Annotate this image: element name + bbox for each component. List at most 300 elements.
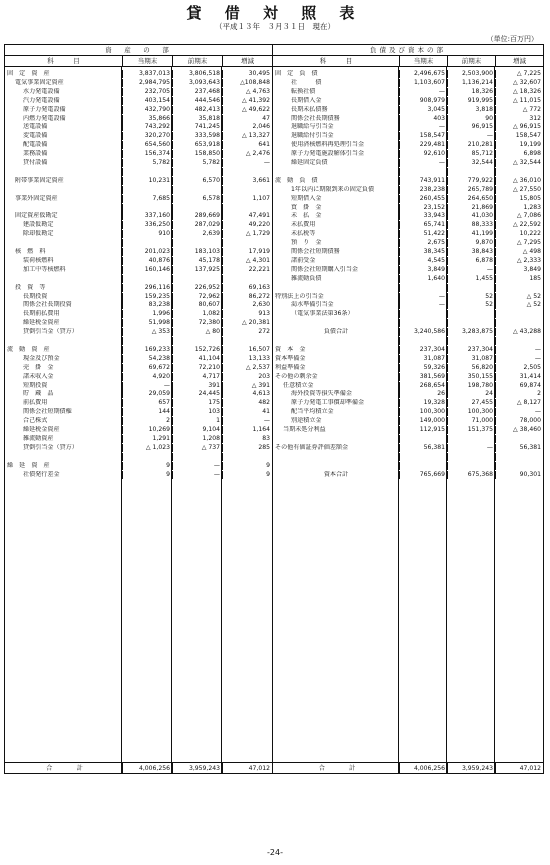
value-change: 2,046 — [222, 123, 272, 131]
value-previous: 31,087 — [447, 355, 495, 363]
row-label — [5, 337, 122, 345]
table-row — [273, 417, 543, 425]
value-change: △ 38,460 — [495, 426, 543, 434]
value-current: 7,685 — [122, 195, 172, 203]
value-change: 203 — [222, 373, 272, 381]
value-previous: 1,208 — [172, 435, 222, 443]
value-change: 83 — [222, 435, 272, 443]
value-change — [495, 435, 543, 443]
column-divider — [494, 67, 495, 774]
total-change: 47,012 — [222, 763, 272, 774]
value-current: 910 — [122, 230, 172, 238]
table-row — [5, 150, 272, 158]
table-row — [273, 301, 543, 309]
value-current: 3,045 — [399, 106, 447, 114]
table-row — [5, 88, 272, 96]
value-current: 229,481 — [399, 141, 447, 149]
value-change: — — [495, 346, 543, 354]
table-row — [273, 382, 543, 390]
value-change: 10,222 — [495, 230, 543, 238]
row-label — [5, 453, 122, 461]
value-previous: △ 80 — [172, 328, 222, 336]
value-current: 232,705 — [122, 88, 172, 96]
value-current: 237,304 — [399, 346, 447, 354]
value-change: △ 11,015 — [495, 97, 543, 105]
table-row — [273, 239, 543, 247]
value-previous: 24,445 — [172, 390, 222, 398]
value-previous: 6,878 — [447, 257, 495, 265]
table-row — [273, 115, 543, 123]
value-previous: 1,136,214 — [447, 79, 495, 87]
table-row — [5, 328, 272, 336]
value-change: 47,491 — [222, 212, 272, 220]
value-current: 3,849 — [399, 266, 447, 274]
value-previous: △ 737 — [172, 444, 222, 452]
total-current: 4,006,256 — [399, 763, 447, 774]
row-label: 事業外固定資産 — [15, 194, 58, 202]
table-row — [273, 257, 543, 265]
value-previous: 100,300 — [447, 408, 495, 416]
value-current: 38,345 — [399, 248, 447, 256]
value-current: 268,654 — [399, 382, 447, 390]
row-label: 未払費用 — [291, 221, 316, 229]
value-change: 47 — [222, 115, 272, 123]
value-current: 149,000 — [399, 417, 447, 425]
row-label: 諸未収入金 — [23, 372, 54, 380]
table-row — [5, 453, 272, 461]
value-change: 17,919 — [222, 248, 272, 256]
table-row — [5, 79, 272, 87]
row-label: 電気事業固定資産 — [15, 78, 64, 86]
table-row — [5, 444, 272, 452]
value-previous — [172, 337, 222, 345]
value-current: 159,235 — [122, 293, 172, 301]
row-label: 資 本 金 — [275, 345, 306, 353]
value-previous: 653,918 — [172, 141, 222, 149]
row-label: （電気事業法第36条） — [291, 310, 354, 318]
value-change: △ 27,550 — [495, 186, 543, 194]
value-current — [122, 453, 172, 461]
table-row — [273, 355, 543, 363]
value-change: 6,898 — [495, 150, 543, 158]
row-label: 附帯事業固定資産 — [15, 176, 64, 184]
value-change — [495, 453, 543, 461]
value-change: △ 1,729 — [222, 230, 272, 238]
value-change — [222, 239, 272, 247]
table-row — [273, 373, 543, 381]
row-label: 諸前受金 — [291, 256, 316, 264]
value-change: 78,000 — [495, 417, 543, 425]
value-change: — — [222, 159, 272, 167]
table-row — [273, 177, 543, 185]
value-current: 3,837,013 — [122, 70, 172, 78]
table-row — [5, 337, 272, 345]
value-change: 30,495 — [222, 70, 272, 78]
table-row — [5, 168, 272, 176]
value-previous: 741,245 — [172, 123, 222, 131]
value-change — [495, 310, 543, 318]
value-previous: 265,789 — [447, 186, 495, 194]
value-previous — [447, 435, 495, 443]
value-previous: 41,199 — [447, 230, 495, 238]
value-change: △ 32,607 — [495, 79, 543, 87]
value-change — [495, 168, 543, 176]
row-label: その他の剰余金 — [275, 372, 318, 380]
value-previous: 72,210 — [172, 364, 222, 372]
value-previous: 158,850 — [172, 150, 222, 158]
row-label: 使用済核燃料再処理引当金 — [291, 141, 365, 149]
value-current: 100,300 — [399, 408, 447, 416]
row-label: 貸付設備 — [23, 159, 48, 166]
value-change: 2,505 — [495, 364, 543, 372]
row-label: 資本準備金 — [275, 354, 306, 362]
value-previous: 919,995 — [447, 97, 495, 105]
value-current: 156,374 — [122, 150, 172, 158]
row-label: 除却仮勘定 — [23, 230, 54, 238]
value-previous: 287,029 — [172, 221, 222, 229]
value-previous — [172, 239, 222, 247]
value-change — [222, 168, 272, 176]
value-current: 65,741 — [399, 221, 447, 229]
value-current: 56,381 — [399, 444, 447, 452]
table-row — [273, 159, 543, 167]
value-change: △ 20,381 — [222, 319, 272, 327]
table-row — [273, 221, 543, 229]
value-change: 4,613 — [222, 390, 272, 398]
table-row — [273, 310, 543, 318]
row-label — [273, 435, 399, 443]
value-change: △ 41,392 — [222, 97, 272, 105]
value-previous: 24 — [447, 390, 495, 398]
value-current: 35,866 — [122, 115, 172, 123]
row-label: 雑流動負債 — [291, 274, 322, 282]
value-change: △ 49,622 — [222, 106, 272, 114]
row-label — [5, 168, 122, 176]
row-label — [273, 462, 399, 470]
value-current: 158,547 — [399, 132, 447, 140]
value-previous: 72,962 — [172, 293, 222, 301]
column-divider — [121, 67, 122, 774]
row-label: 流 動 負 債 — [275, 176, 318, 184]
row-label: 装荷核燃料 — [23, 256, 54, 264]
value-previous — [447, 284, 495, 292]
value-current: 260,455 — [399, 195, 447, 203]
value-change: △ 52 — [495, 301, 543, 309]
value-previous: 5,782 — [172, 159, 222, 167]
value-previous: 152,726 — [172, 346, 222, 354]
value-previous: 2,503,900 — [447, 70, 495, 78]
value-previous: 52 — [447, 293, 495, 301]
date-subtitle: （平成１３年 ３月３１日 現在） — [215, 22, 335, 31]
value-previous: 175 — [172, 399, 222, 407]
value-change: 69,874 — [495, 382, 543, 390]
value-current: 743,292 — [122, 123, 172, 131]
row-label: 長期投資 — [23, 292, 48, 300]
table-row — [5, 97, 272, 105]
value-previous: 41,104 — [172, 355, 222, 363]
row-label — [5, 239, 122, 247]
value-current: 29,059 — [122, 390, 172, 398]
row-label: 退職給付引当金 — [291, 132, 334, 140]
table-row — [273, 319, 543, 327]
table-row — [5, 408, 272, 416]
row-label — [273, 168, 399, 176]
row-label: 利益準備金 — [275, 363, 306, 371]
value-current: 23,152 — [399, 204, 447, 212]
value-change: 15,805 — [495, 195, 543, 203]
value-current: 4,545 — [399, 257, 447, 265]
table-row — [5, 319, 272, 327]
table-row — [273, 337, 543, 345]
table-row — [273, 346, 543, 354]
value-change: △ 4,301 — [222, 257, 272, 265]
column-header-current: 当期末 — [122, 56, 172, 66]
row-label: 繰 延 資 産 — [7, 461, 50, 469]
value-change: 86,272 — [222, 293, 272, 301]
value-current: 381,569 — [399, 373, 447, 381]
row-label: 固 定 資 産 — [7, 70, 50, 77]
table-row — [5, 257, 272, 265]
value-change: 41 — [222, 408, 272, 416]
liabilities-section — [273, 45, 543, 773]
value-current: 9 — [122, 471, 172, 479]
value-previous: 90 — [447, 115, 495, 123]
table-row — [5, 212, 272, 220]
row-label: 関係会社短期債務 — [291, 248, 340, 255]
value-change — [495, 337, 543, 345]
value-current — [399, 284, 447, 292]
value-change: △ 8,127 — [495, 399, 543, 407]
row-label: 繰延税金資産 — [23, 426, 60, 433]
value-previous: 237,468 — [172, 88, 222, 96]
value-current: 765,669 — [399, 471, 447, 479]
row-label: 雑流動資産 — [23, 434, 54, 442]
value-current: — — [399, 301, 447, 309]
table-row — [273, 471, 543, 479]
value-previous: 237,304 — [447, 346, 495, 354]
column-divider — [171, 67, 172, 774]
value-previous: 3,806,518 — [172, 70, 222, 78]
value-change: △ 4,763 — [222, 88, 272, 96]
value-previous: 6,570 — [172, 177, 222, 185]
table-row — [5, 132, 272, 140]
value-current: 403,154 — [122, 97, 172, 105]
value-change: 2 — [495, 390, 543, 398]
row-label: 業務設備 — [23, 150, 48, 158]
value-change: △ 772 — [495, 106, 543, 114]
value-previous: 1 — [172, 417, 222, 425]
value-current: 51,998 — [122, 319, 172, 327]
row-label: 流 動 資 産 — [7, 345, 50, 353]
table-row — [273, 70, 543, 78]
liabilities-rows — [273, 67, 543, 774]
total-label: 合 計 — [46, 765, 83, 772]
value-current — [122, 337, 172, 345]
table-row — [5, 177, 272, 185]
value-change: 3,849 — [495, 266, 543, 274]
value-current: 10,269 — [122, 426, 172, 434]
value-previous: 88,333 — [447, 221, 495, 229]
row-label — [273, 319, 399, 327]
value-change: — — [495, 408, 543, 416]
value-previous: 85,712 — [447, 150, 495, 158]
table-row — [5, 382, 272, 390]
value-change: 56,381 — [495, 444, 543, 452]
row-label: 特別法上の引当金 — [275, 292, 324, 300]
row-label: 繰延固定負債 — [291, 159, 328, 166]
value-current: 40,876 — [122, 257, 172, 265]
value-previous: 96,915 — [447, 123, 495, 131]
table-row — [273, 266, 543, 274]
value-previous — [447, 462, 495, 470]
value-current — [399, 337, 447, 345]
row-label: 短期借入金 — [291, 194, 322, 202]
row-label: 水力発電設備 — [23, 87, 60, 95]
value-current: 1,640 — [399, 275, 447, 283]
row-label: 短期投資 — [23, 381, 48, 389]
value-change: 13,133 — [222, 355, 272, 363]
table-row — [273, 444, 543, 452]
value-change: 312 — [495, 115, 543, 123]
value-previous: 27,455 — [447, 399, 495, 407]
assets-header: 資 産 の 部 — [5, 45, 272, 56]
value-previous — [447, 337, 495, 345]
row-label: 預 り 金 — [291, 239, 322, 247]
value-current: 19,328 — [399, 399, 447, 407]
value-current — [399, 453, 447, 461]
table-row — [5, 310, 272, 318]
value-current: — — [399, 123, 447, 131]
page-number: -24- — [267, 848, 283, 857]
row-label: 繰延税金資産 — [23, 319, 60, 327]
table-row — [273, 97, 543, 105]
value-change: — — [495, 355, 543, 363]
row-label: 配電設備 — [23, 141, 48, 149]
value-previous: 3,283,875 — [447, 328, 495, 336]
value-change: 16,507 — [222, 346, 272, 354]
value-current: 908,979 — [399, 97, 447, 105]
table-row — [5, 426, 272, 434]
value-current — [122, 239, 172, 247]
value-previous — [447, 168, 495, 176]
row-label: 関係会社短期購入引当金 — [291, 265, 359, 273]
table-row — [5, 221, 272, 229]
row-label: 核 燃 料 — [15, 248, 46, 255]
value-previous: 6,578 — [172, 195, 222, 203]
row-label: 長期借入金 — [291, 96, 322, 104]
value-current: 336,250 — [122, 221, 172, 229]
value-previous: 482,413 — [172, 106, 222, 114]
row-label: 長期前払費用 — [23, 310, 60, 318]
value-previous: 675,368 — [447, 471, 495, 479]
table-row — [5, 204, 272, 212]
column-divider — [446, 67, 447, 774]
value-previous: 391 — [172, 382, 222, 390]
column-header-previous: 前期末 — [447, 56, 495, 66]
value-previous: 35,818 — [172, 115, 222, 123]
value-previous: 9,870 — [447, 239, 495, 247]
value-current: 54,238 — [122, 355, 172, 363]
row-label: 変電設備 — [23, 132, 48, 140]
value-change: 1,283 — [495, 204, 543, 212]
table-row — [273, 141, 543, 149]
column-header-previous: 前期末 — [172, 56, 222, 66]
value-change: 3,661 — [222, 177, 272, 185]
value-current: 92,610 — [399, 150, 447, 158]
row-label: 未払税等 — [291, 230, 316, 238]
value-current: 51,422 — [399, 230, 447, 238]
table-row — [273, 453, 543, 461]
value-previous: 18,326 — [447, 88, 495, 96]
row-label: 当期未処分利益 — [283, 426, 326, 433]
value-current: 4,920 — [122, 373, 172, 381]
row-label: 合己株式 — [23, 417, 48, 425]
value-change: △ 7,225 — [495, 70, 543, 78]
table-row — [5, 417, 272, 425]
row-label: 長期未払債務 — [291, 105, 328, 113]
total-previous: 3,959,243 — [447, 763, 495, 774]
row-label — [273, 337, 399, 345]
value-change — [222, 453, 272, 461]
value-change — [495, 319, 543, 327]
value-previous — [172, 168, 222, 176]
row-label — [273, 453, 399, 461]
row-label: 社債発行差金 — [23, 470, 60, 478]
value-previous: 3,818 — [447, 106, 495, 114]
value-previous: 151,375 — [447, 426, 495, 434]
value-change — [222, 275, 272, 283]
table-row — [5, 373, 272, 381]
value-current: 432,790 — [122, 106, 172, 114]
liabilities-column-headers — [273, 56, 543, 67]
value-current: 144 — [122, 408, 172, 416]
table-row — [5, 399, 272, 407]
value-current: — — [399, 88, 447, 96]
row-label: 海外投資等損失準備金 — [291, 390, 352, 398]
value-change: △ 2,476 — [222, 150, 272, 158]
value-previous: 52 — [447, 301, 495, 309]
value-current — [399, 168, 447, 176]
table-row — [5, 346, 272, 354]
value-previous: 1,455 — [447, 275, 495, 283]
total-change: 47,012 — [495, 763, 543, 774]
row-label: 貸倒引当金（貸方） — [23, 328, 78, 336]
value-current: 160,146 — [122, 266, 172, 274]
table-row — [5, 70, 272, 78]
total-previous: 3,959,243 — [172, 763, 222, 774]
row-label: 現金及び預金 — [23, 354, 60, 362]
value-current: 657 — [122, 399, 172, 407]
value-previous: 210,281 — [447, 141, 495, 149]
table-row — [273, 462, 543, 470]
value-current: △ 1,023 — [122, 444, 172, 452]
row-label: 関係会社長期債務 — [291, 114, 340, 122]
row-label — [5, 204, 122, 212]
value-previous: 32,544 — [447, 159, 495, 167]
value-change: 31,414 — [495, 373, 543, 381]
value-current: 112,915 — [399, 426, 447, 434]
table-row — [273, 132, 543, 140]
row-label — [273, 284, 399, 292]
total-row — [273, 762, 543, 774]
value-previous: 45,178 — [172, 257, 222, 265]
table-row — [5, 301, 272, 309]
value-change — [222, 337, 272, 345]
value-current: 9 — [122, 462, 172, 470]
row-label: 別途積立金 — [291, 417, 322, 425]
row-label: 配当平均積立金 — [291, 408, 334, 416]
value-current: 743,911 — [399, 177, 447, 185]
